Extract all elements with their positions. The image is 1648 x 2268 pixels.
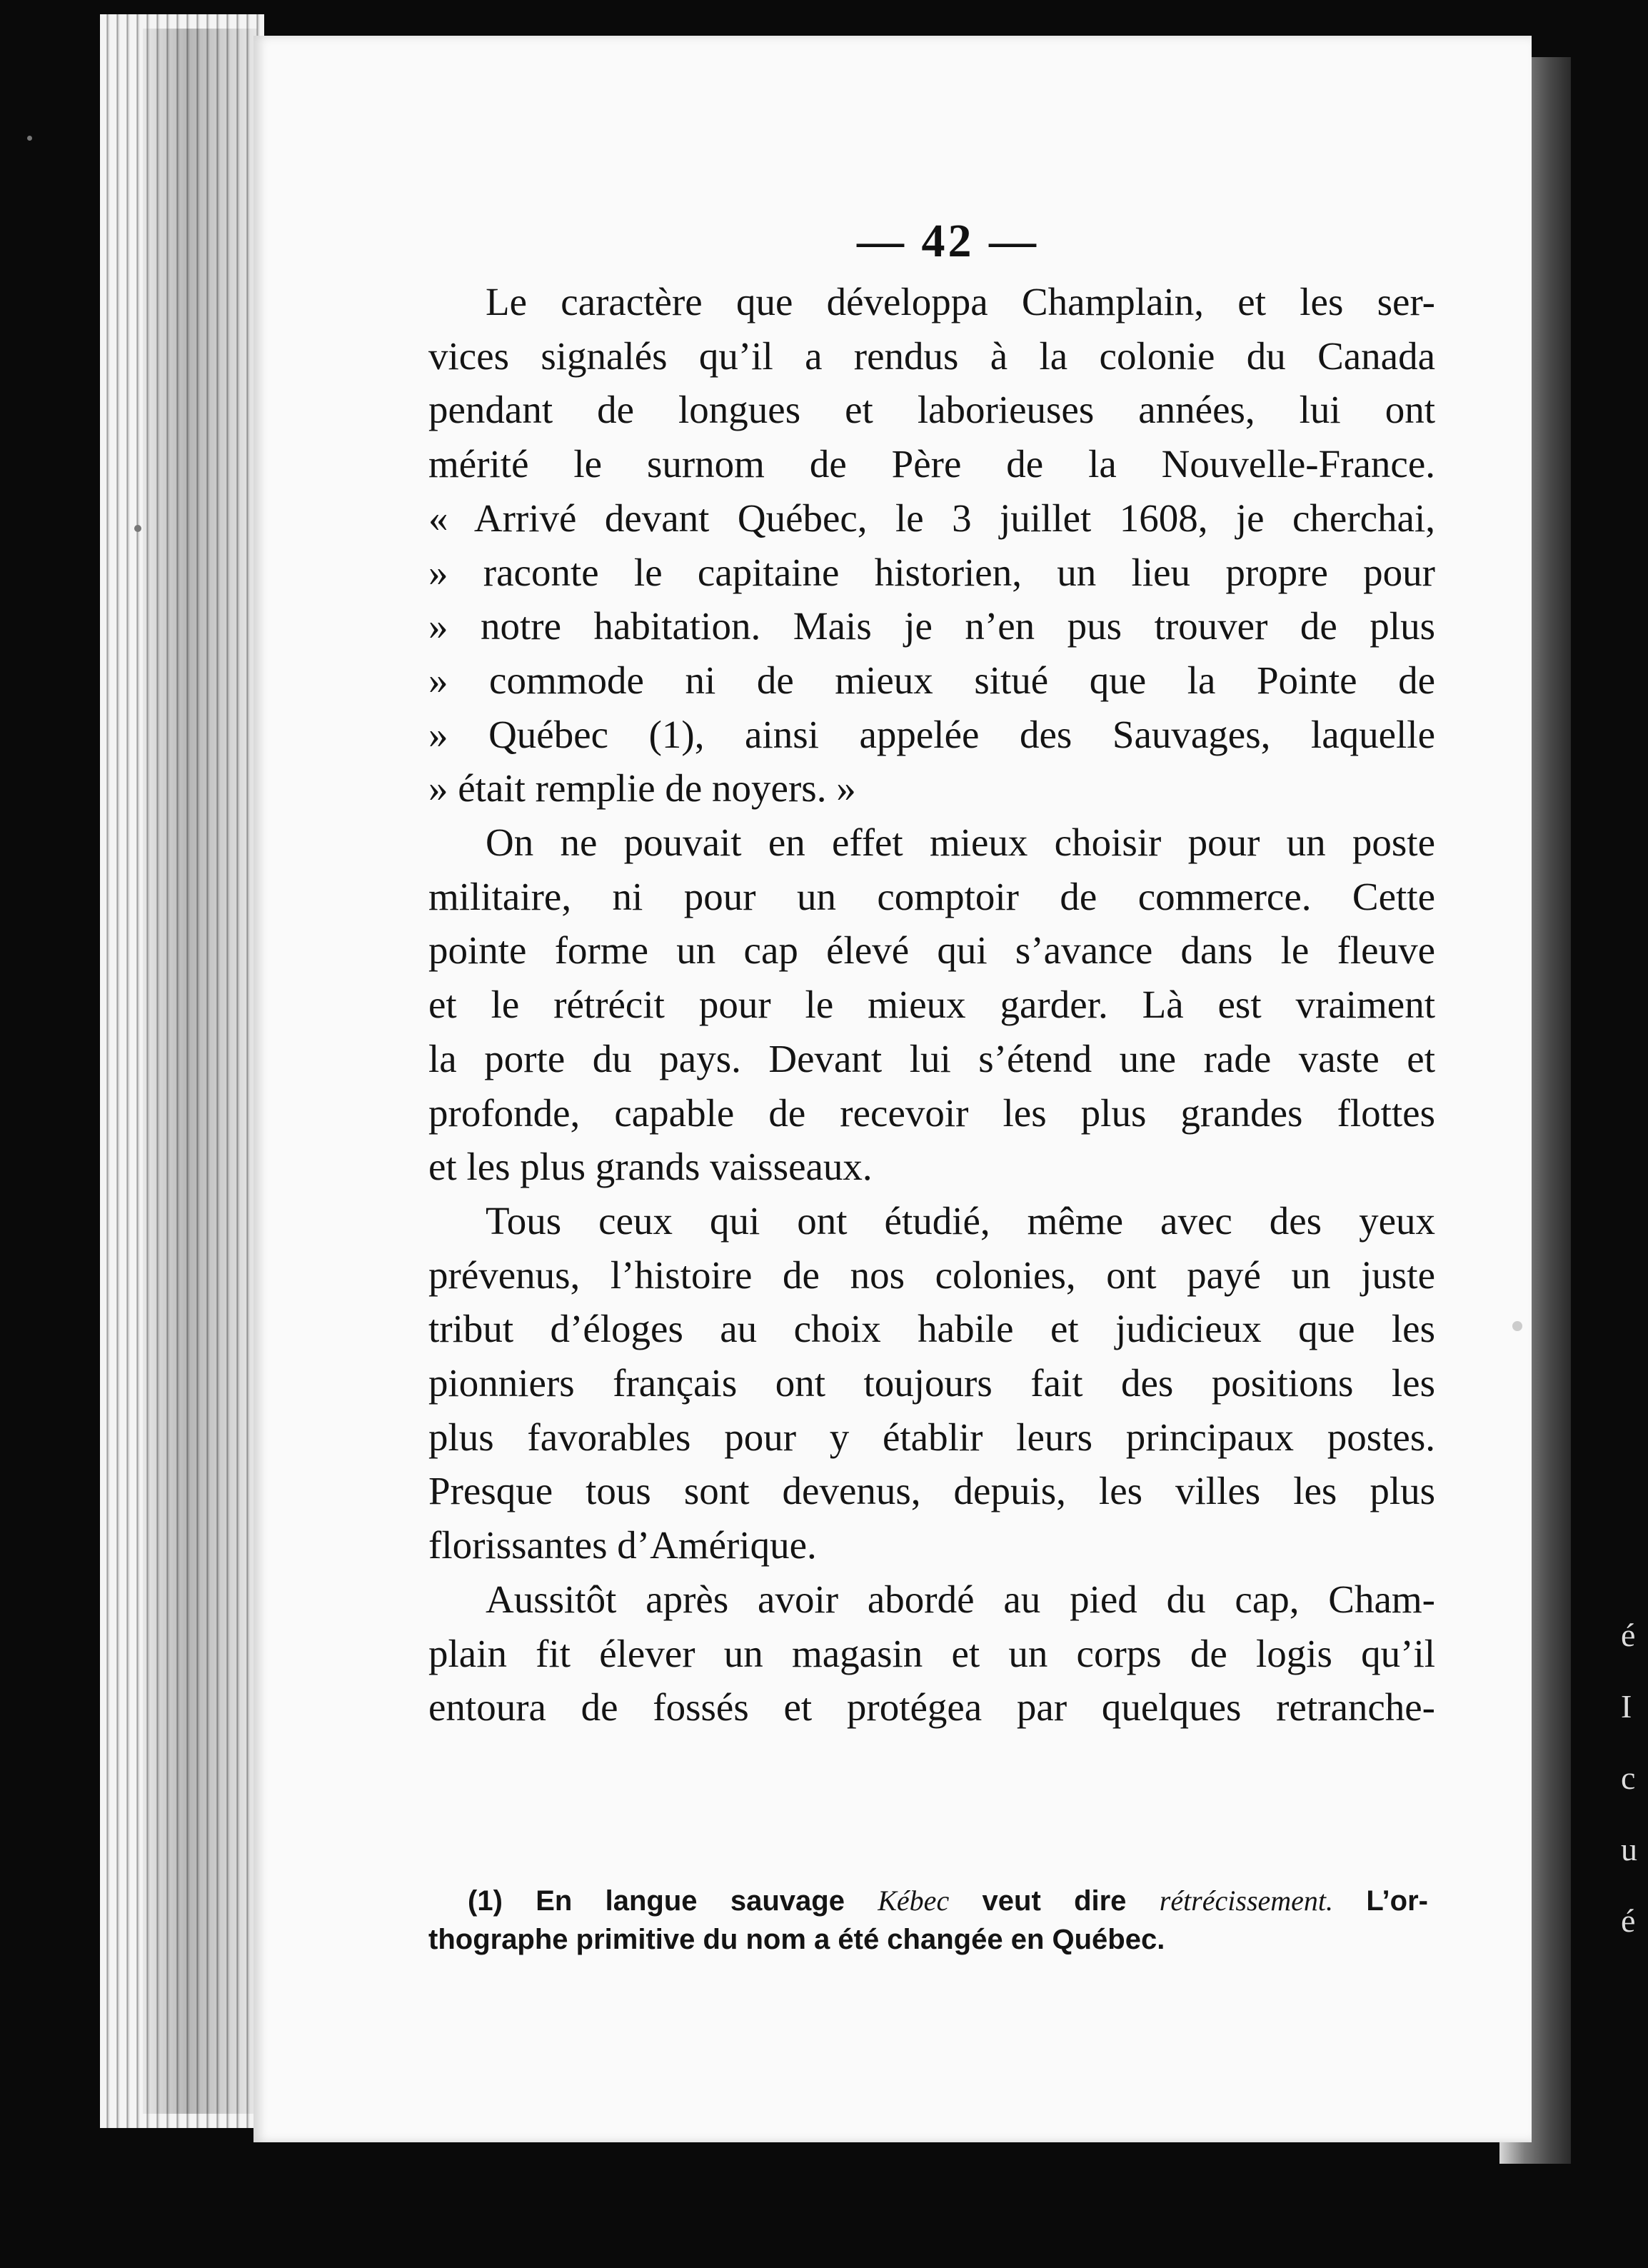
body-line: la porte du pays. Devant lui s’étend une rade vaste et (428, 1036, 1435, 1080)
body-line: plain fit élever un magasin et un corps de logis qu’il (428, 1631, 1435, 1675)
body-line: » raconte le capitaine historien, un lieu propre pour (428, 550, 1435, 594)
body-line: pointe forme un cap élevé qui s’avance dans le fleuve (428, 928, 1435, 973)
footnote-line-1: (1) En langue sauvage Kébec veut dire rétrécissement. L’or- (468, 1885, 1428, 1917)
body-line: » notre habitation. Mais je n’en pus trouver de plus (428, 604, 1435, 648)
body-line: On ne pouvait en effet mieux choisir pour un poste (486, 821, 1435, 865)
body-line: plus favorables pour y établir leurs principaux postes. (428, 1415, 1435, 1459)
body-line: militaire, ni pour un comptoir de commerce. Cette (428, 874, 1435, 918)
body-line: Le caractère que développa Champlain, et les ser- (486, 280, 1435, 323)
body-line: tribut d’éloges au choix habile et judicieux que les (428, 1307, 1435, 1351)
dust-speck (1512, 1321, 1522, 1331)
body-line: mérité le surnom de Père de la Nouvelle-France. (428, 442, 1435, 486)
body-line: prévenus, l’histoire de nos colonies, ont payé un juste (428, 1253, 1435, 1297)
body-line: » Québec (1), ainsi appelée des Sauvages, laquelle (428, 712, 1435, 756)
body-text (428, 275, 1435, 1735)
page-edge-shadow (143, 29, 257, 2114)
body-line: Aussitôt après avoir abordé au pied du cap, Cham- (486, 1577, 1435, 1621)
body-line: vices signalés qu’il a rendus à la colonie du Canada (428, 333, 1435, 378)
next-page-fragment: é I c u é (1621, 1617, 1637, 1939)
body-line: pendant de longues et laborieuses années, lui ont (428, 388, 1435, 432)
body-line: Tous ceux qui ont étudié, même avec des yeux (486, 1198, 1435, 1243)
footnote (428, 1882, 1428, 1959)
body-line: profonde, capable de recevoir les plus grandes flottes (428, 1090, 1435, 1135)
body-line: et les plus grands vaisseaux. (428, 1145, 873, 1189)
body-line: et le rétrécit pour le mieux garder. Là est vraiment (428, 983, 1435, 1027)
dust-speck (134, 525, 141, 532)
body-line: « Arrivé devant Québec, le 3 juillet 1608, je cherchai, (428, 496, 1435, 540)
body-line: » était remplie de noyers. » (428, 766, 856, 811)
body-line: Presque tous sont devenus, depuis, les villes les plus (428, 1469, 1435, 1513)
footnote-line-2: thographe primitive du nom a été changée en Québec. (428, 1924, 1165, 1955)
page-number: — 42 — (857, 215, 1039, 267)
body-line: florissantes d’Amérique. (428, 1523, 817, 1567)
body-line: » commode ni de mieux situé que la Pointe de (428, 658, 1435, 702)
dust-speck (27, 136, 32, 141)
body-line: entoura de fossés et protégea par quelques retranche- (428, 1685, 1435, 1730)
body-line: pionniers français ont toujours fait des positions les (428, 1361, 1435, 1405)
